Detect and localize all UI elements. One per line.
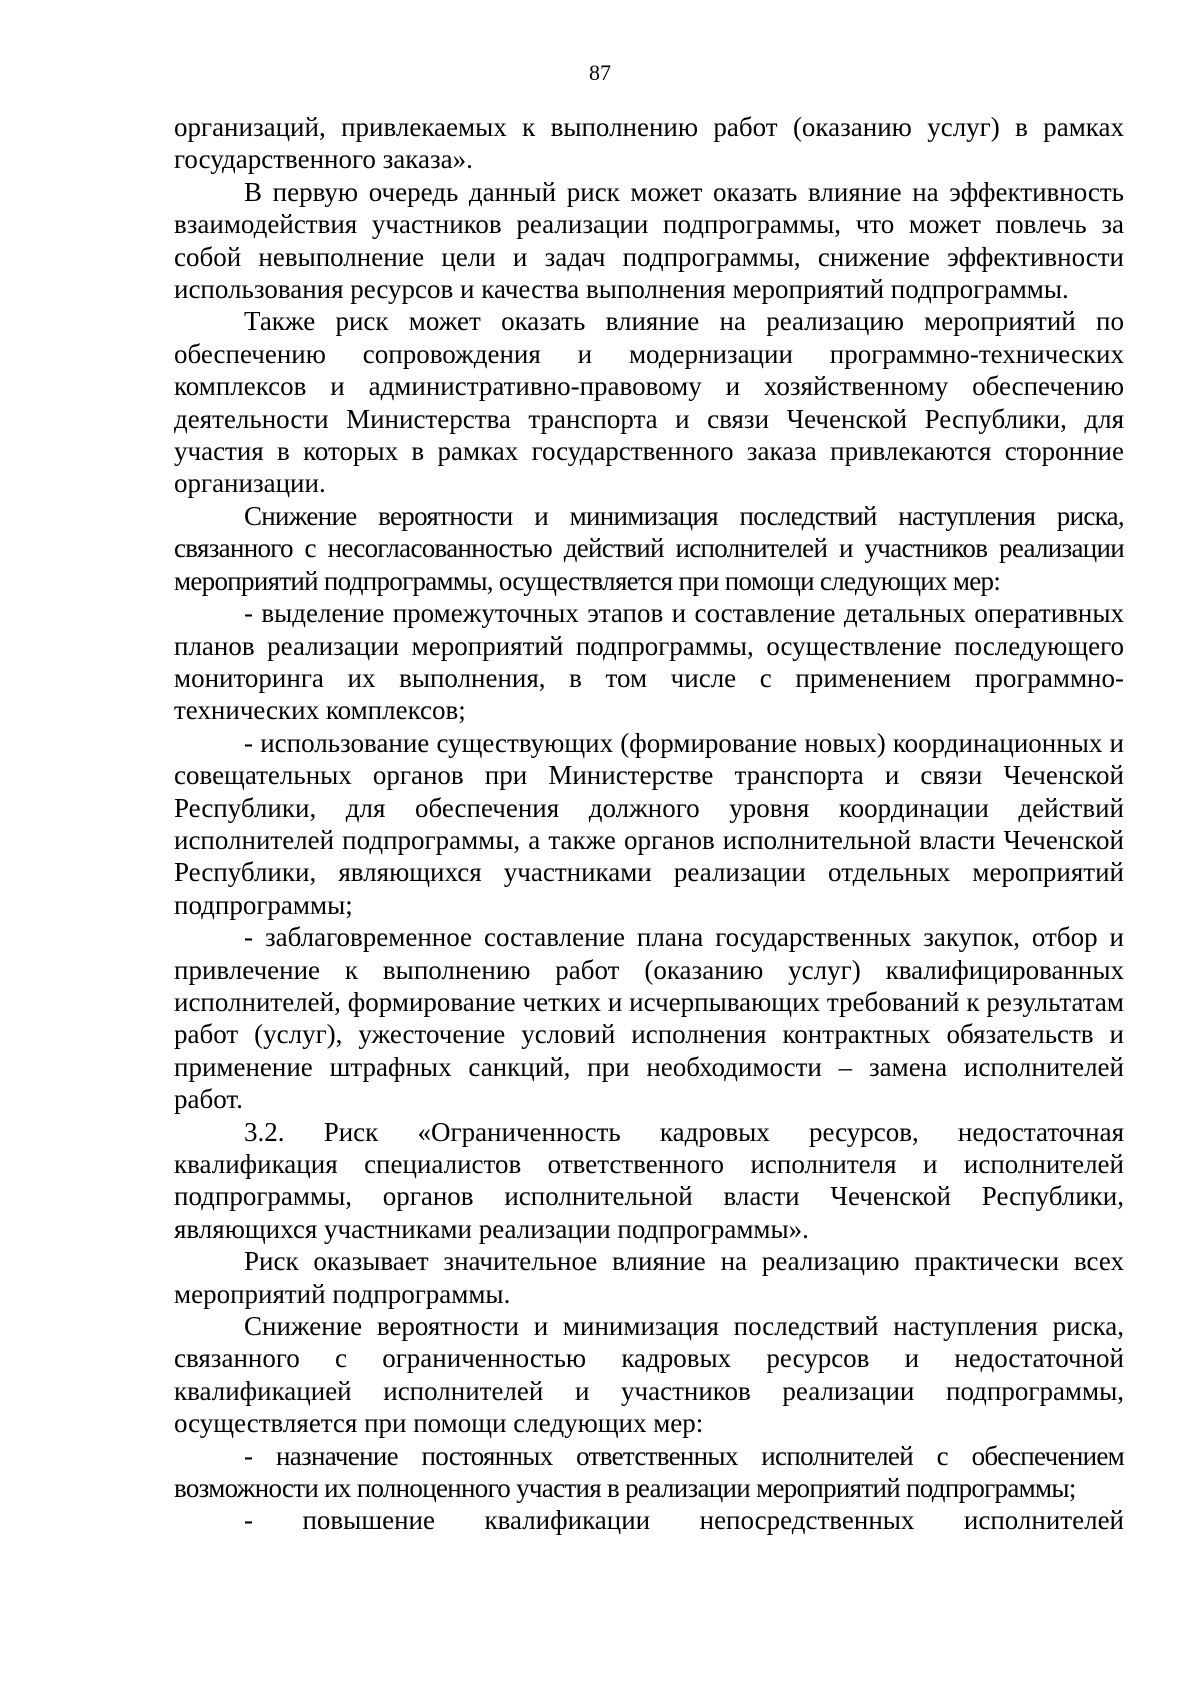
paragraph-5: Риск оказывает значительное влияние на реализацию практически всех мероприятий подпрограммы.: [174, 1246, 1124, 1309]
section-3-2-heading: 3.2. Риск «Ограниченность кадровых ресурсов, недостаточная квалификация специалистов ответственного исполнителя и исполнителей подпрограммы, органов исполнительной власти Чеченской Республики, являющихся участниками реализации подпрограммы».: [174, 1116, 1124, 1244]
list-item-2: - использование существующих (формирование новых) координационных и совещательных органов при Министерстве транспорта и связи Чеченской Республики, для обеспечения должного уровня координации действий исполнителей подпрограммы, а также органов исполнительной власти Чеченской Республики, являющихся участниками реализации отдельных мероприятий подпрограммы;: [174, 727, 1124, 920]
paragraph-3: Также риск может оказать влияние на реализацию мероприятий по обеспечению сопровождения и модернизации программно-технических комплексов и административно-правовому и хозяйственному обеспечению деятельности Министерства транспорта и связи Чеченской Республики, для участия в которых в рамках государственного заказа привлекаются сторонние организации.: [174, 306, 1124, 499]
paragraph-1: организаций, привлекаемых к выполнению работ (оказанию услуг) в рамках государственного заказа».: [174, 112, 1124, 175]
document-body: [174, 111, 1124, 1537]
list-item-3: - заблаговременное составление плана государственных закупок, отбор и привлечение к выполнению работ (оказанию услуг) квалифицированных исполнителей, формирование четких и исчерпывающих требований к результатам работ (услуг), ужесточение условий исполнения контрактных обязательств и применение штрафных санкций, при необходимости – замена исполнителей работ.: [174, 922, 1124, 1115]
paragraph-2: В первую очередь данный риск может оказать влияние на эффективность взаимодействия участников реализации подпрограммы, что может повлечь за собой невыполнение цели и задач подпрограммы, снижение эффективности использования ресурсов и качества выполнения мероприятий подпрограммы.: [174, 176, 1124, 305]
page-number: 87: [589, 60, 611, 85]
list-item-4: - назначение постоянных ответственных исполнителей с обеспечением возможности их полноценного участия в реализации мероприятий подпрограммы;: [174, 1440, 1124, 1504]
list-item-1: - выделение промежуточных этапов и составление детальных оперативных планов реализации мероприятий подпрограммы, осуществление последующего мониторинга их выполнения, в том числе с применением программно-технических комплексов;: [174, 598, 1124, 726]
list-item-5: - повышение квалификации непосредственных исполнителей: [244, 1505, 1124, 1536]
paragraph-4: Снижение вероятности и минимизация последствий наступления риска, связанного с несогласованностью действий исполнителей и участников реализации мероприятий подпрограммы, осуществляется при помощи следующих мер:: [174, 500, 1124, 596]
paragraph-6: Снижение вероятности и минимизация последствий наступления риска, связанного с ограниченностью кадровых ресурсов и недостаточной квалификацией исполнителей и участников реализации подпрограммы, осуществляется при помощи следующих мер:: [174, 1311, 1124, 1439]
